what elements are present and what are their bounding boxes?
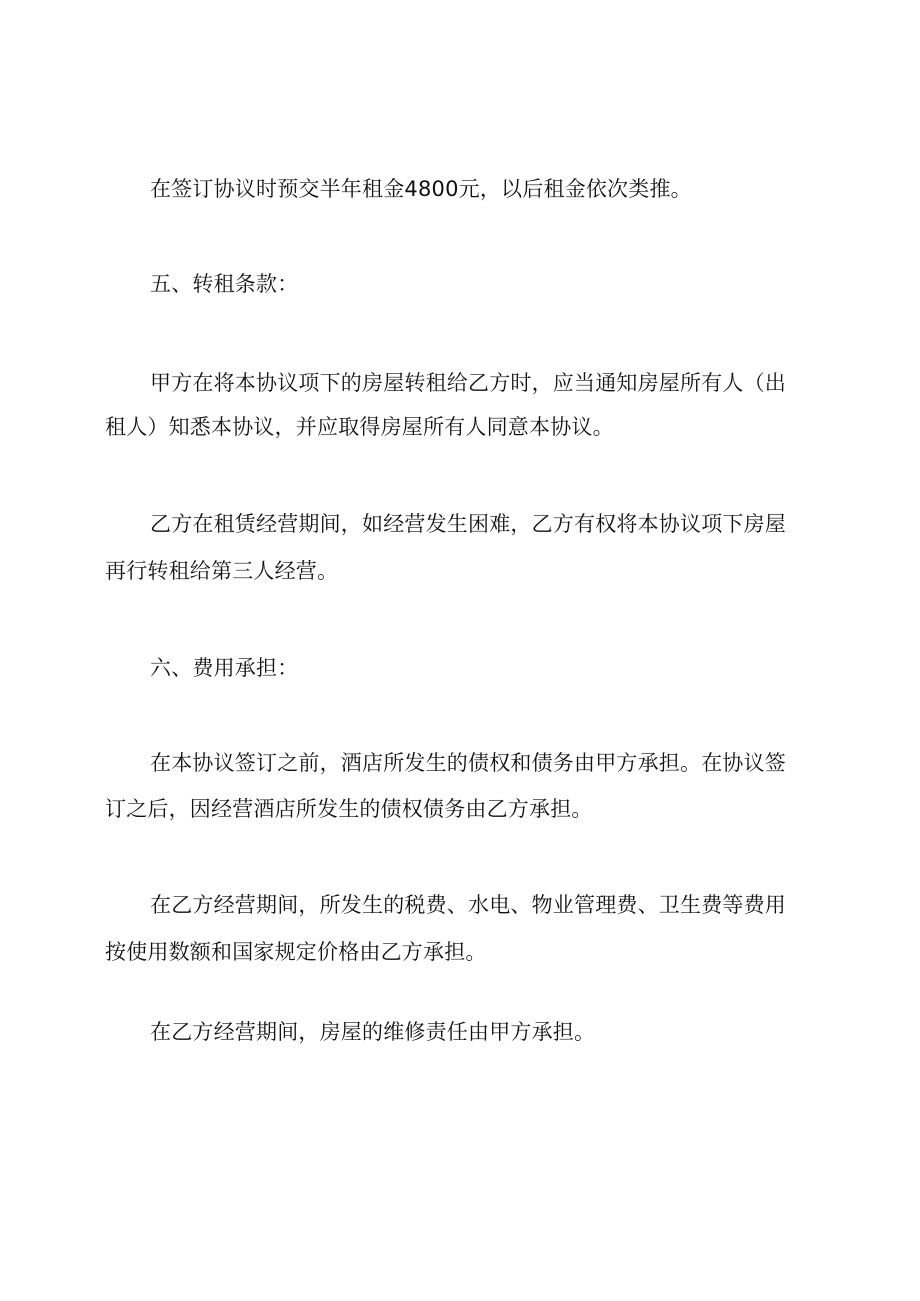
paragraph-fees-line-1: 在乙方经营期间，所发生的税费、水电、物业管理费、卫生费等费用 xyxy=(150,893,786,917)
paragraph-sublease-notice-line-2: 租人）知悉本协议，并应取得房屋所有人同意本协议。 xyxy=(105,415,614,439)
paragraph-sublease-notice-line-1: 甲方在将本协议项下的房屋转租给乙方时，应当通知房屋所有人（出 xyxy=(150,371,786,395)
paragraph-fees-line-2: 按使用数额和国家规定价格由乙方承担。 xyxy=(105,940,487,964)
paragraph-prepaid-rent: 在签订协议时预交半年租金4800元，以后租金依次类推。 xyxy=(150,177,692,201)
paragraph-sublease-right-line-2: 再行转租给第三人经营。 xyxy=(105,559,339,583)
paragraph-debts-line-1: 在本协议签订之前，酒店所发生的债权和债务由甲方承担。在协议签 xyxy=(150,751,786,775)
paragraph-sublease-right-line-1: 乙方在租赁经营期间，如经营发生困难，乙方有权将本协议项下房屋 xyxy=(150,512,786,536)
section-heading-sublease: 五、转租条款： xyxy=(150,272,299,296)
paragraph-maintenance: 在乙方经营期间，房屋的维修责任由甲方承担。 xyxy=(150,1020,596,1044)
paragraph-debts-line-2: 订之后，因经营酒店所发生的债权债务由乙方承担。 xyxy=(105,797,593,821)
section-heading-expenses: 六、费用承担： xyxy=(150,656,299,680)
